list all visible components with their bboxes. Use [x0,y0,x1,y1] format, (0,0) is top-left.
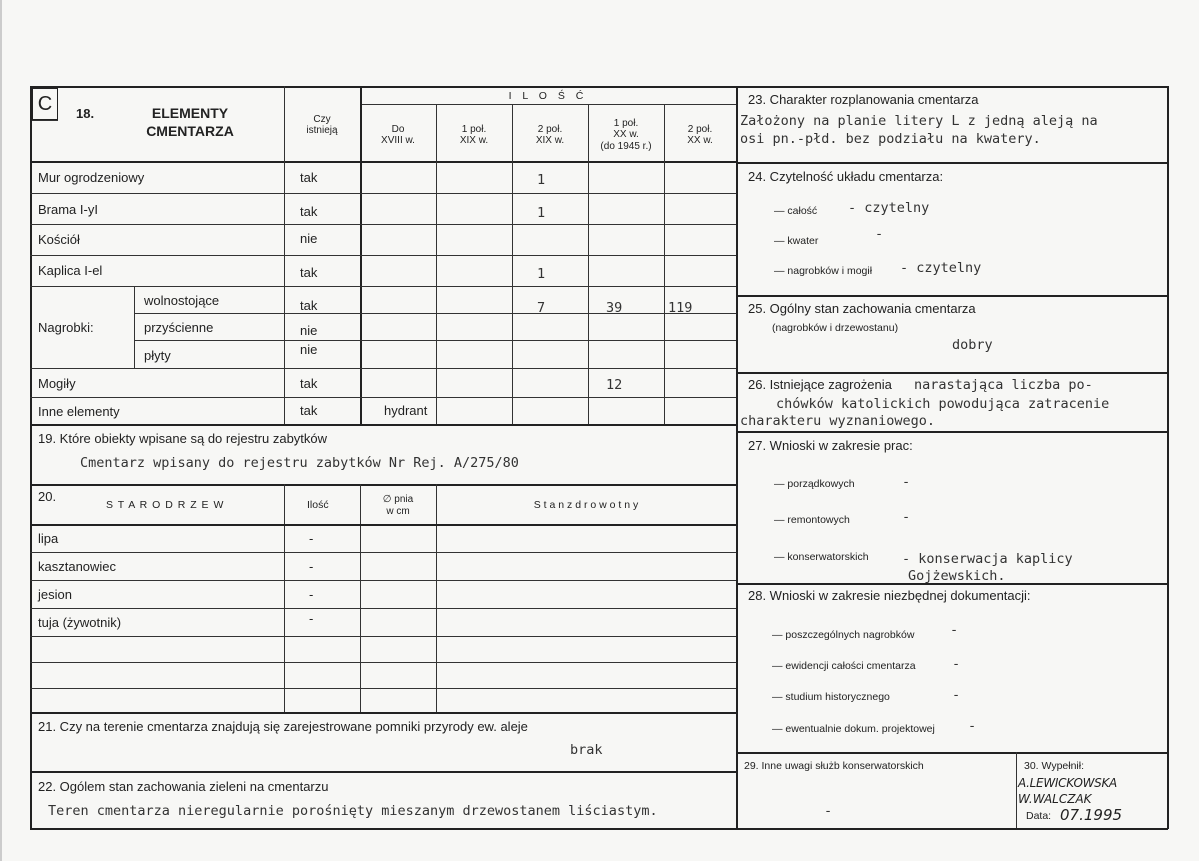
q30-name2: W.WALCZAK [1018,792,1092,806]
q30-date-label: Data: [1026,810,1052,822]
period-5-line1: 2 poł. [687,124,713,135]
tree-name: lipa [38,531,59,546]
q28-item-label: — poszczególnych nagrobków [772,629,915,641]
period-2-line1: 1 poł. [461,124,487,135]
q30-label: 30. Wypełnił: [1024,760,1085,772]
row-line-4 [30,286,736,287]
q28-item-value: - [968,718,977,734]
graves-row-exists: nie [300,342,318,357]
tree-name: jesion [38,587,72,602]
tree-name: tuja (żywotnik) [38,615,122,630]
q26-answer-line3: charakteru wyznaniowego. [740,413,936,429]
q26-answer-line2: chówków katolickich powodująca zatracenie [776,396,1110,412]
q28-item-value: - [950,622,959,638]
q25-bottom-line [736,372,1167,374]
q30-name1: A.LEWICKOWSKA [1018,776,1117,790]
tree-qty: - [309,531,314,546]
q19-label: 19. Które obiekty wpisane są do rejestru zabytków [38,431,328,446]
period-4-line3: (do 1945 r.) [600,141,652,152]
section-title-line1: ELEMENTY [151,105,229,121]
row-exists: tak [300,204,318,219]
graves-row-exists: tak [300,298,318,313]
q23-answer-line1: Założony na planie litery L z jedną aleją na [740,113,1098,129]
quantity-header-line [360,104,736,105]
q27-item-cont: Gojżewskich. [908,568,1006,584]
q22-answer: Teren cmentarza nieregularnie porośnięty mieszanym drzewostanem liściastym. [48,803,658,819]
row-label: Kaplica I-el [38,263,103,278]
q23-label: 23. Charakter rozplanowania cmentarza [748,92,979,107]
q19-answer: Cmentarz wpisany do rejestru zabytków Nr Rej. A/275/80 [80,455,519,471]
q24-item-label: — kwater [774,235,819,247]
q28-item-label: — ewidencji całości cmentarza [772,660,916,672]
q28-item-value: - [952,656,961,672]
corner-underline [32,120,58,121]
q25-answer: dobry [952,337,993,353]
frame-left [30,86,32,829]
frame-top [30,86,1168,88]
q27-item-value: - konserwacja kaplicy [902,551,1073,567]
trees-title: S T A R O D R Z E W [106,499,225,511]
period-5-line2: XX w. [687,135,713,146]
row-exists: tak [300,265,318,280]
trees-header-bottom [30,524,736,526]
period-3-line2: XIX w. [535,135,565,146]
exists-header-line2: istnieją [306,125,338,136]
q28-item-label: — studium historycznego [772,691,890,703]
other-label: Inne elementy [38,404,120,419]
q27-item-value: - [902,509,911,525]
col-line-graves [134,287,135,368]
trees-col-line-2 [360,484,361,712]
row-line-9 [30,424,736,426]
q27-item-label: — remontowych [774,514,850,526]
mounds-exists: tak [300,376,318,391]
q24-item-label: — nagrobków i mogił [774,265,873,277]
q28-bottom-line [736,752,1167,754]
row-qty: 1 [537,172,546,188]
q29-answer: - [824,803,833,819]
trees-number: 20. [38,489,57,504]
q21-label: 21. Czy na terenie cmentarza znajdują się zarejestrowane pomniki przyrody ew. aleje [38,719,528,734]
q25-sublabel: (nagrobków i drzewostanu) [772,322,899,334]
period-1-line1: Do [391,124,405,135]
header-bottom-line [30,161,736,163]
row-line-2 [30,224,736,225]
graves-label: Nagrobki: [38,320,94,335]
tree-qty: - [309,611,314,626]
period-3-line1: 2 poł. [537,124,563,135]
q29-label: 29. Inne uwagi służb konserwatorskich [744,760,924,772]
q24-item-label: — całość [774,205,818,217]
q19-bottom-line [30,484,736,486]
other-exists: tak [300,403,318,418]
trees-row-line [30,580,736,581]
q22-label: 22. Ogólem stan zachowania zieleni na cmentarzu [38,779,329,794]
row-label: Brama I-yI [38,202,98,217]
section-number: 18. [76,106,95,121]
q30-date-value: 07.1995 [1060,806,1123,824]
q29-q30-divider [1016,752,1017,828]
trees-health-header: S t a n z d r o w o t n y [533,499,639,511]
q28-label: 28. Wnioski w zakresie niezbędnej dokumentacji: [748,588,1031,603]
q23-bottom-line [736,162,1167,164]
tree-name: kasztanowiec [38,559,117,574]
column-divider [736,86,738,829]
row-line-8 [30,397,736,398]
quantity-header: I L O Ś Ć [508,90,588,102]
exists-header-line1: Czy [313,114,331,125]
period-4-line2: XX w. [613,129,639,140]
trees-row-line [30,662,736,663]
q27-item-value: - [902,474,911,490]
trees-col-line-3 [436,484,437,712]
row-qty: 1 [537,266,546,282]
row-line-5 [134,313,736,314]
q26-bottom-line [736,431,1167,433]
trees-diam-header-line2: w cm [386,506,410,517]
q26-answer-line1: narastająca liczba po- [914,377,1093,393]
q28-item-label: — ewentualnie dokum. projektowej [772,723,935,735]
other-note: hydrant [384,403,428,418]
period-2-line2: XIX w. [459,135,489,146]
section-title-line2: CMENTARZA [146,123,234,139]
graves-row-qty: 7 [537,300,546,316]
col-line-period5 [664,104,665,424]
q26-label: 26. Istniejące zagrożenia [748,377,892,392]
col-line-period4 [588,104,589,424]
col-line-period3 [512,104,513,424]
q28-item-value: - [952,687,961,703]
q24-label: 24. Czytelność układu cmentarza: [748,169,944,184]
trees-diam-header-line1: ∅ pnia [382,494,414,505]
q27-label: 27. Wnioski w zakresie prac: [748,438,913,453]
graves-row-qty: 39 [606,300,623,316]
q21-bottom-line [30,771,736,773]
q27-item-label: — konserwatorskich [774,551,869,563]
mounds-label: Mogiły [38,376,76,391]
graves-row-label: płyty [144,348,171,363]
trees-row-line [30,636,736,637]
row-line-1 [30,193,736,194]
row-qty: 1 [537,205,546,221]
row-label: Kościół [38,232,80,247]
row-exists: nie [300,231,318,246]
trees-qty-header: Ilość [307,499,329,511]
q25-label: 25. Ogólny stan zachowania cmentarza [748,301,976,316]
period-4-line1: 1 poł. [613,118,639,129]
q27-bottom-line [736,583,1167,585]
frame-bottom [30,828,1168,830]
q21-answer: brak [570,742,603,758]
tree-qty: - [309,559,314,574]
row-exists: tak [300,170,318,185]
trees-col-line-1 [284,484,285,712]
row-label: Mur ogrodzeniowy [38,170,145,185]
q24-item-value: - czytelny [900,260,982,276]
trees-row-line [30,688,736,689]
row-line-7 [30,368,736,369]
frame-right [1167,86,1169,829]
period-1-line2: XVIII w. [381,135,415,146]
tree-qty: - [309,587,314,602]
graves-row-qty: 119 [668,300,693,316]
graves-row-exists: nie [300,323,318,338]
q27-item-label: — porządkowych [774,478,855,490]
col-line-period2 [436,104,437,424]
q23-answer-line2: osi pn.-płd. bez podziału na kwatery. [740,131,1041,147]
corner-letter-box: C [32,88,58,120]
trees-bottom-line [30,712,736,714]
trees-row-line [30,552,736,553]
q24-item-value: - czytelny [848,200,930,216]
trees-row-line [30,608,736,609]
row-line-6 [134,340,736,341]
q24-bottom-line [736,295,1167,297]
graves-row-label: wolnostojące [144,293,220,308]
mounds-qty: 12 [606,377,623,393]
graves-row-label: przyścienne [144,320,214,335]
q24-item-value: - [875,226,884,242]
row-line-3 [30,255,736,256]
